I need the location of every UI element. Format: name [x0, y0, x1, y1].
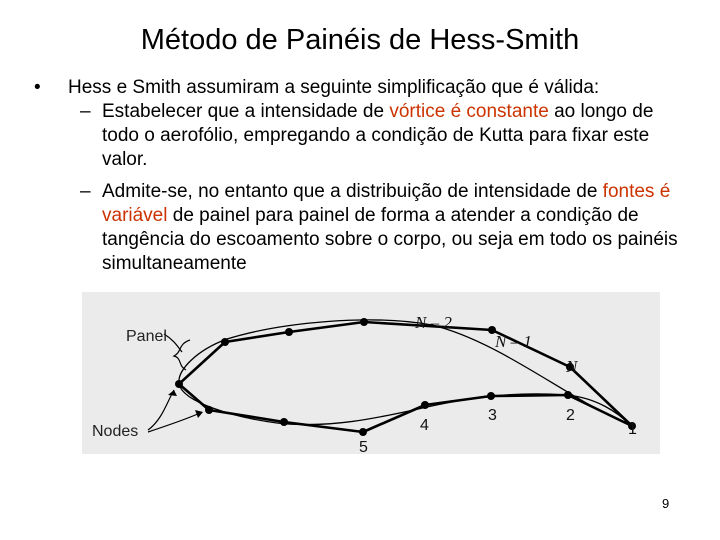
sub-item-text-after: ao longo de todo o aerofólio, empregando a condição de Kutta para fixar este valor.	[102, 101, 654, 170]
sub-item-text-before: Estabelecer que a intensidade de	[102, 101, 390, 122]
node-2	[564, 391, 572, 399]
airfoil-panel-figure	[82, 292, 660, 454]
sub-item-dash: –	[80, 181, 91, 202]
page-number: 9	[662, 496, 670, 511]
highlight-vortex-constant: vórtice é constante	[389, 101, 549, 122]
label-node-N1: N – 1	[495, 332, 532, 351]
bullet-text: Hess e Smith assumiram a seguinte simplificação que é válida:	[68, 77, 600, 98]
label-node-5: 5	[359, 439, 368, 454]
node-N2	[360, 318, 368, 326]
label-node-4: 4	[420, 417, 429, 434]
node-upper-1	[221, 338, 229, 346]
node-3	[487, 392, 495, 400]
sub-item-text-after: de painel para painel de forma a atender a condição de tangência do escoamento sobre o corpo, ou seja em todo os painéis simultaneamente	[102, 205, 678, 274]
label-node-N: N	[566, 357, 578, 376]
airfoil-panel-diagram	[82, 292, 660, 454]
node-5	[359, 428, 367, 436]
airfoil-panels	[179, 322, 632, 432]
label-nodes: Nodes	[92, 423, 139, 440]
bullet-marker: •	[34, 77, 41, 98]
sub-item-text-before: Admite-se, no entanto que a distribuição de intensidade de	[102, 181, 603, 202]
sub-item-text	[102, 180, 682, 276]
highlight-sources-variable: fontes é variável	[102, 181, 671, 226]
label-node-2: 2	[566, 407, 575, 424]
label-node-N2: N – 2	[415, 313, 452, 332]
nodes-arrow-head-upper	[168, 390, 177, 396]
sub-item-dash: –	[80, 101, 91, 122]
label-node-3: 3	[488, 407, 497, 424]
node-7	[205, 406, 213, 414]
node-4	[421, 401, 429, 409]
node-leading-edge	[175, 380, 183, 388]
label-panel: Panel	[126, 328, 167, 345]
sub-item-text	[102, 100, 682, 172]
node-upper-2	[285, 328, 293, 336]
node-6	[280, 418, 288, 426]
page-title: Método de Painéis de Hess-Smith	[140, 24, 580, 56]
label-node-1: 1	[628, 421, 637, 438]
airfoil-contour	[179, 320, 632, 426]
